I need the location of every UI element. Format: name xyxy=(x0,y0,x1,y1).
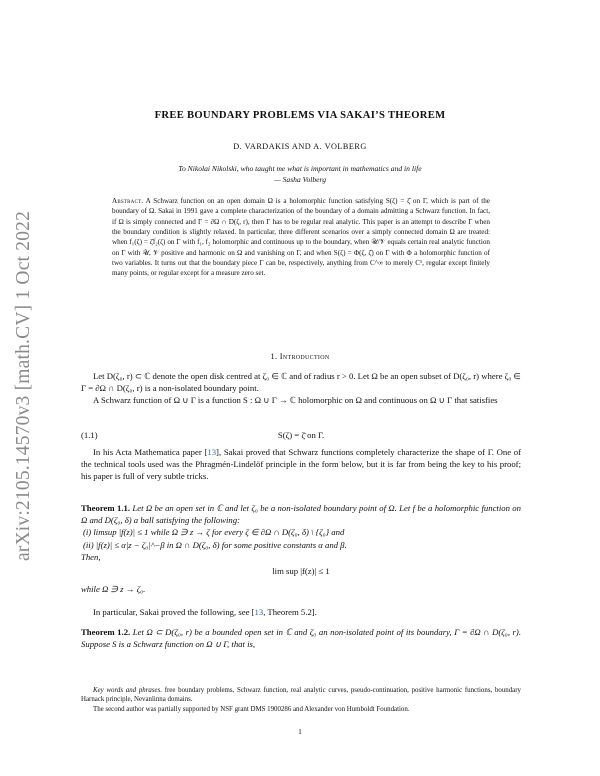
section-heading: 1. Introduction xyxy=(270,352,330,361)
footnotes xyxy=(81,686,521,714)
intro-text xyxy=(81,370,521,407)
theorem-1-2 xyxy=(81,626,521,650)
abstract-text: A Schwarz function on an open domain Ω is a holomorphic function satisfying S(ζ) = ζ̄ on Γ, which is part of the boundary of Ω. Sakai in 1991 gave a complete characterization of the boundary of a domain admitting a Schwarz function. In fact, if Ω is simply connected and Γ = ∂Ω ∩ D(ζ, r), then Γ has to be regular real analytic. This paper is an attempt to describe Γ when the boundary condition is slightly relaxed. In particular, three different scenarios over a simply connected domain Ω are treated: when f₁(ζ) = ζ̄f₂(ζ) on Γ with f₁, f₂ holomorphic and continuous up to the boundary, when 𝒰/𝒱 equals certain real analytic function on Γ with 𝒰, 𝒱 positive and harmonic on Ω and vanishing on Γ, and when S(ζ) = Φ(ζ, ζ̄) on Γ with Φ a holomorphic function of two variables. It turns out that the boundary piece Γ can be, respectively, anything from C^∞ to merely C¹, regular except finitely many points, or regular except for a measure zero set. xyxy=(112,197,490,278)
keywords-text: free boundary problems, Schwarz function, real analytic curves, pseudo-continuation, positive harmonic functions, boundary Harnack principle, Nevanlinna domains. xyxy=(81,687,521,704)
theorem-1-1 xyxy=(81,502,521,595)
abstract-label: Abstract. xyxy=(112,197,144,205)
sakai-text-after: ], Sakai proved that Schwarz functions completely characterize the shape of Γ. One of the technical tools used was the Phragmén-Lindelöf principle in the form below, but it is far from being the key to his proof; his paper is full of very subtle tricks. xyxy=(81,447,522,482)
arxiv-sidebar-stamp xyxy=(4,176,44,596)
paper-title: FREE BOUNDARY PROBLEMS VIA SAKAI’S THEOREM xyxy=(154,110,446,121)
abstract xyxy=(112,196,490,279)
dedication-signature: — Sasha Volberg xyxy=(273,175,327,184)
intro-paragraph-1: Let D(ζ₀, r) ⊂ ℂ denote the open disk centred at ζ₀ ∈ ℂ and of radius r > 0. Let Ω be an open subset of D(ζ₀, r) where ζ₀ ∈ Γ = ∂Ω ∩ D(ζ₀, r) is a non-isolated boundary point. xyxy=(81,371,521,394)
dedication-line: To Nikolai Nikolski, who taught me what is important in mathematics and in life xyxy=(178,164,422,173)
particular-paragraph xyxy=(81,606,521,618)
equation-label: (1.1) xyxy=(81,430,98,440)
dedication xyxy=(80,163,520,185)
particular-text-before: In particular, Sakai proved the following, see [ xyxy=(93,607,255,617)
theorem-limit-condition: while Ω ∋ z → ζ₀. xyxy=(81,584,146,595)
theorem-then: Then, xyxy=(81,551,101,562)
theorem-heading: Theorem 1.2. xyxy=(81,627,131,637)
sakai-paragraph xyxy=(81,446,521,483)
keywords-label: Key words and phrases. xyxy=(93,687,162,694)
citation-link[interactable]: 13 xyxy=(254,607,264,617)
theorem-condition-1: (i) limsup |f(z)| ≤ 1 while Ω ∋ z → ζ for every ζ ∈ ∂Ω ∩ D(ζ₀, δ) \ {ζ₀} and xyxy=(83,527,345,538)
sakai-text-before: In his Acta Mathematica paper [ xyxy=(93,447,208,457)
theorem-condition-2: (ii) |f(z)| ≤ α|z − ζ₀|^−β in Ω ∩ D(ζ₀, δ) for some positive constants α and β. xyxy=(83,539,347,550)
theorem-heading: Theorem 1.1. xyxy=(81,503,131,513)
intro-paragraph-2: A Schwarz function of Ω ∪ Γ is a function S : Ω ∪ Γ → ℂ holomorphic on Ω and continuous on Ω ∪ Γ that satisfies xyxy=(93,395,498,406)
arxiv-identifier: arXiv:2105.14570v3 [math.CV] 1 Oct 2022 xyxy=(13,210,34,562)
page-number: 1 xyxy=(298,727,302,736)
theorem-formula: lim sup |f(z)| ≤ 1 xyxy=(272,566,330,577)
funding-note: The second author was partially supported by NSF grant DMS 1900286 and Alexander von Humboldt Foundation. xyxy=(93,705,410,713)
equation-formula: S(ζ) = ζ̄ on Γ. xyxy=(277,430,325,440)
particular-text-after: , Theorem 5.2]. xyxy=(263,607,317,617)
citation-link[interactable]: 13 xyxy=(207,447,217,457)
theorem-statement: Let Ω ⊂ D(ζ₀, r) be a bounded open set in ℂ and ζ₀ an non-isolated point of its boundary, Γ = ∂Ω ∩ D(ζ₀, r). Suppose S is a Schwarz function on Ω ∪ Γ, that is, xyxy=(81,627,522,650)
theorem-statement: Let Ω be an open set in ℂ and let ζ₀ be a non-isolated boundary point of Ω. Let f be a holomorphic function on Ω and D(ζ₀, δ) a ball satisfying the following: xyxy=(81,503,521,526)
paper-authors: D. VARDAKIS AND A. VOLBERG xyxy=(233,142,367,151)
